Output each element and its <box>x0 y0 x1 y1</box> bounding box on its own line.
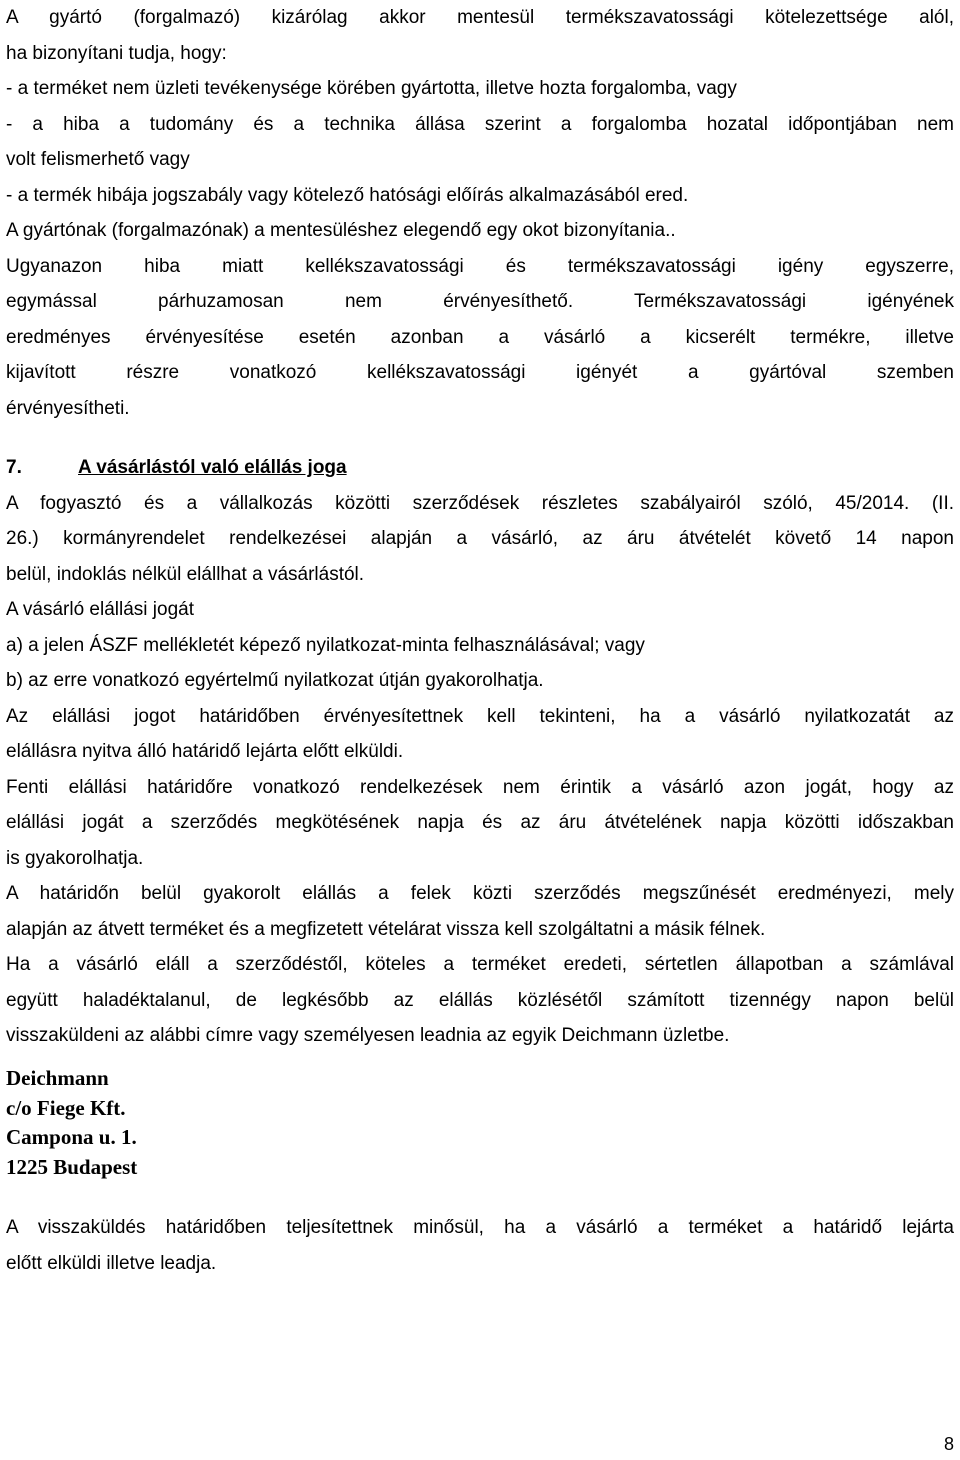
text-line: - a termék hibája jogszabály vagy kötelező hatósági előírás alkalmazásából ered. <box>6 184 689 206</box>
list-item-exemption-3 <box>6 178 954 214</box>
text-line: Az elállási jogot határidőben érvényesítettnek kell tekinteni, ha a vásárló nyilatkozatát az <box>6 705 954 727</box>
text-line: visszaküldeni az alábbi címre vagy személyesen leadnia az egyik Deichmann üzletbe. <box>6 1025 730 1046</box>
paragraph-return-deadline <box>6 1210 954 1281</box>
text-line: eredményes érvényesítése esetén azonban a vásárló a kicserélt termékre, illetve <box>6 326 954 348</box>
paragraph-deadline-validity <box>6 699 954 770</box>
address-city: 1225 Budapest <box>6 1154 138 1179</box>
address-street: Campona u. 1. <box>6 1125 137 1149</box>
return-address <box>6 1064 137 1182</box>
text-line: elállásra nyitva álló határidő lejárta előtt elküldi. <box>6 741 404 762</box>
text-line: A gyártó (forgalmazó) kizárólag akkor mentesül termékszavatossági kötelezettsége alól, <box>6 7 954 28</box>
paragraph-exemption-intro <box>6 0 954 71</box>
paragraph-exemption-one-reason <box>6 213 954 249</box>
paragraph-withdrawal-right <box>6 486 954 593</box>
paragraph-contract-termination <box>6 876 954 947</box>
paragraph-parallel-claims <box>6 249 954 427</box>
text-line: Fenti elállási határidőre vonatkozó rendelkezések nem érintik a vásárló azon jogát, hogy az <box>6 776 954 798</box>
text-line: ha bizonyítani tudja, hogy: <box>6 42 227 64</box>
text-line: b) az erre vonatkozó egyértelmű nyilatkozat útján gyakorolhatja. <box>6 670 544 691</box>
text-line: a) a jelen ÁSZF mellékletét képező nyilatkozat-minta felhasználásával; vagy <box>6 634 645 656</box>
text-line: elállási jogát a szerződés megkötésének napja és az áru átvételének napja közötti időszakban <box>6 812 954 833</box>
section-title: A vásárlástól való elállás joga <box>78 457 347 478</box>
text-line: együtt haladéktalanul, de legkésőbb az elállás közlésétől számított tizennégy napon belül <box>6 989 954 1011</box>
warranty-exemption-section <box>6 0 954 426</box>
text-line: A gyártónak (forgalmazónak) a mentesüléshez elegendő egy okot bizonyítania.. <box>6 220 676 241</box>
address-care-of: c/o Fiege Kft. <box>6 1095 126 1120</box>
page-number: 8 <box>943 1434 954 1454</box>
text-line: egymással párhuzamosan nem érvényesíthető. Termékszavatossági igényének <box>6 291 954 312</box>
list-item-exemption-1 <box>6 71 954 107</box>
list-item-method-b <box>6 663 954 699</box>
text-line: is gyakorolhatja. <box>6 847 144 869</box>
text-line: érvényesítheti. <box>6 397 130 419</box>
text-line: A visszaküldés határidőben teljesítettnek minősül, ha a vásárló a terméket a határidő lejárta <box>6 1217 954 1238</box>
paragraph-return-obligation <box>6 947 954 1054</box>
text-line: alapján az átvett terméket és a megfizetett vételárat vissza kell szolgáltatni a másik félnek. <box>6 918 766 940</box>
text-line: kijavított részre vonatkozó kellékszavatossági igényét a gyártóval szemben <box>6 362 954 383</box>
document-page <box>6 0 954 1460</box>
section-7 <box>6 450 954 1054</box>
text-line: előtt elküldi illetve leadja. <box>6 1252 217 1274</box>
text-line: volt felismerhető vagy <box>6 149 190 170</box>
paragraph-withdrawal-methods-intro <box>6 592 954 628</box>
text-line: A határidőn belül gyakorolt elállás a felek közti szerződés megszűnését eredményezi, mely <box>6 883 954 904</box>
text-line: A vásárló elállási jogát <box>6 599 194 620</box>
text-line: - a terméket nem üzleti tevékenysége körében gyártotta, illetve hozta forgalomba, vagy <box>6 78 737 99</box>
paragraph-early-withdrawal <box>6 770 954 877</box>
section-number: 7. <box>6 457 22 478</box>
text-line: A fogyasztó és a vállalkozás közötti szerződések részletes szabályairól szóló, 45/2014. (II. <box>6 492 954 514</box>
section-heading <box>6 450 954 486</box>
list-item-exemption-2 <box>6 107 954 178</box>
text-line: Ha a vásárló eláll a szerződéstől, köteles a terméket eredeti, sértetlen állapotban a számlával <box>6 954 954 975</box>
list-item-method-a <box>6 628 954 664</box>
text-line: belül, indoklás nélkül elállhat a vásárlástól. <box>6 563 365 585</box>
text-line: 26.) kormányrendelet rendelkezései alapján a vásárló, az áru átvételét követő 14 napon <box>6 528 954 549</box>
text-line: Ugyanazon hiba miatt kellékszavatossági és termékszavatossági igény egyszerre, <box>6 255 954 277</box>
text-line: - a hiba a tudomány és a technika állása szerint a forgalomba hozatal időpontjában nem <box>6 113 954 135</box>
address-company: Deichmann <box>6 1066 109 1090</box>
